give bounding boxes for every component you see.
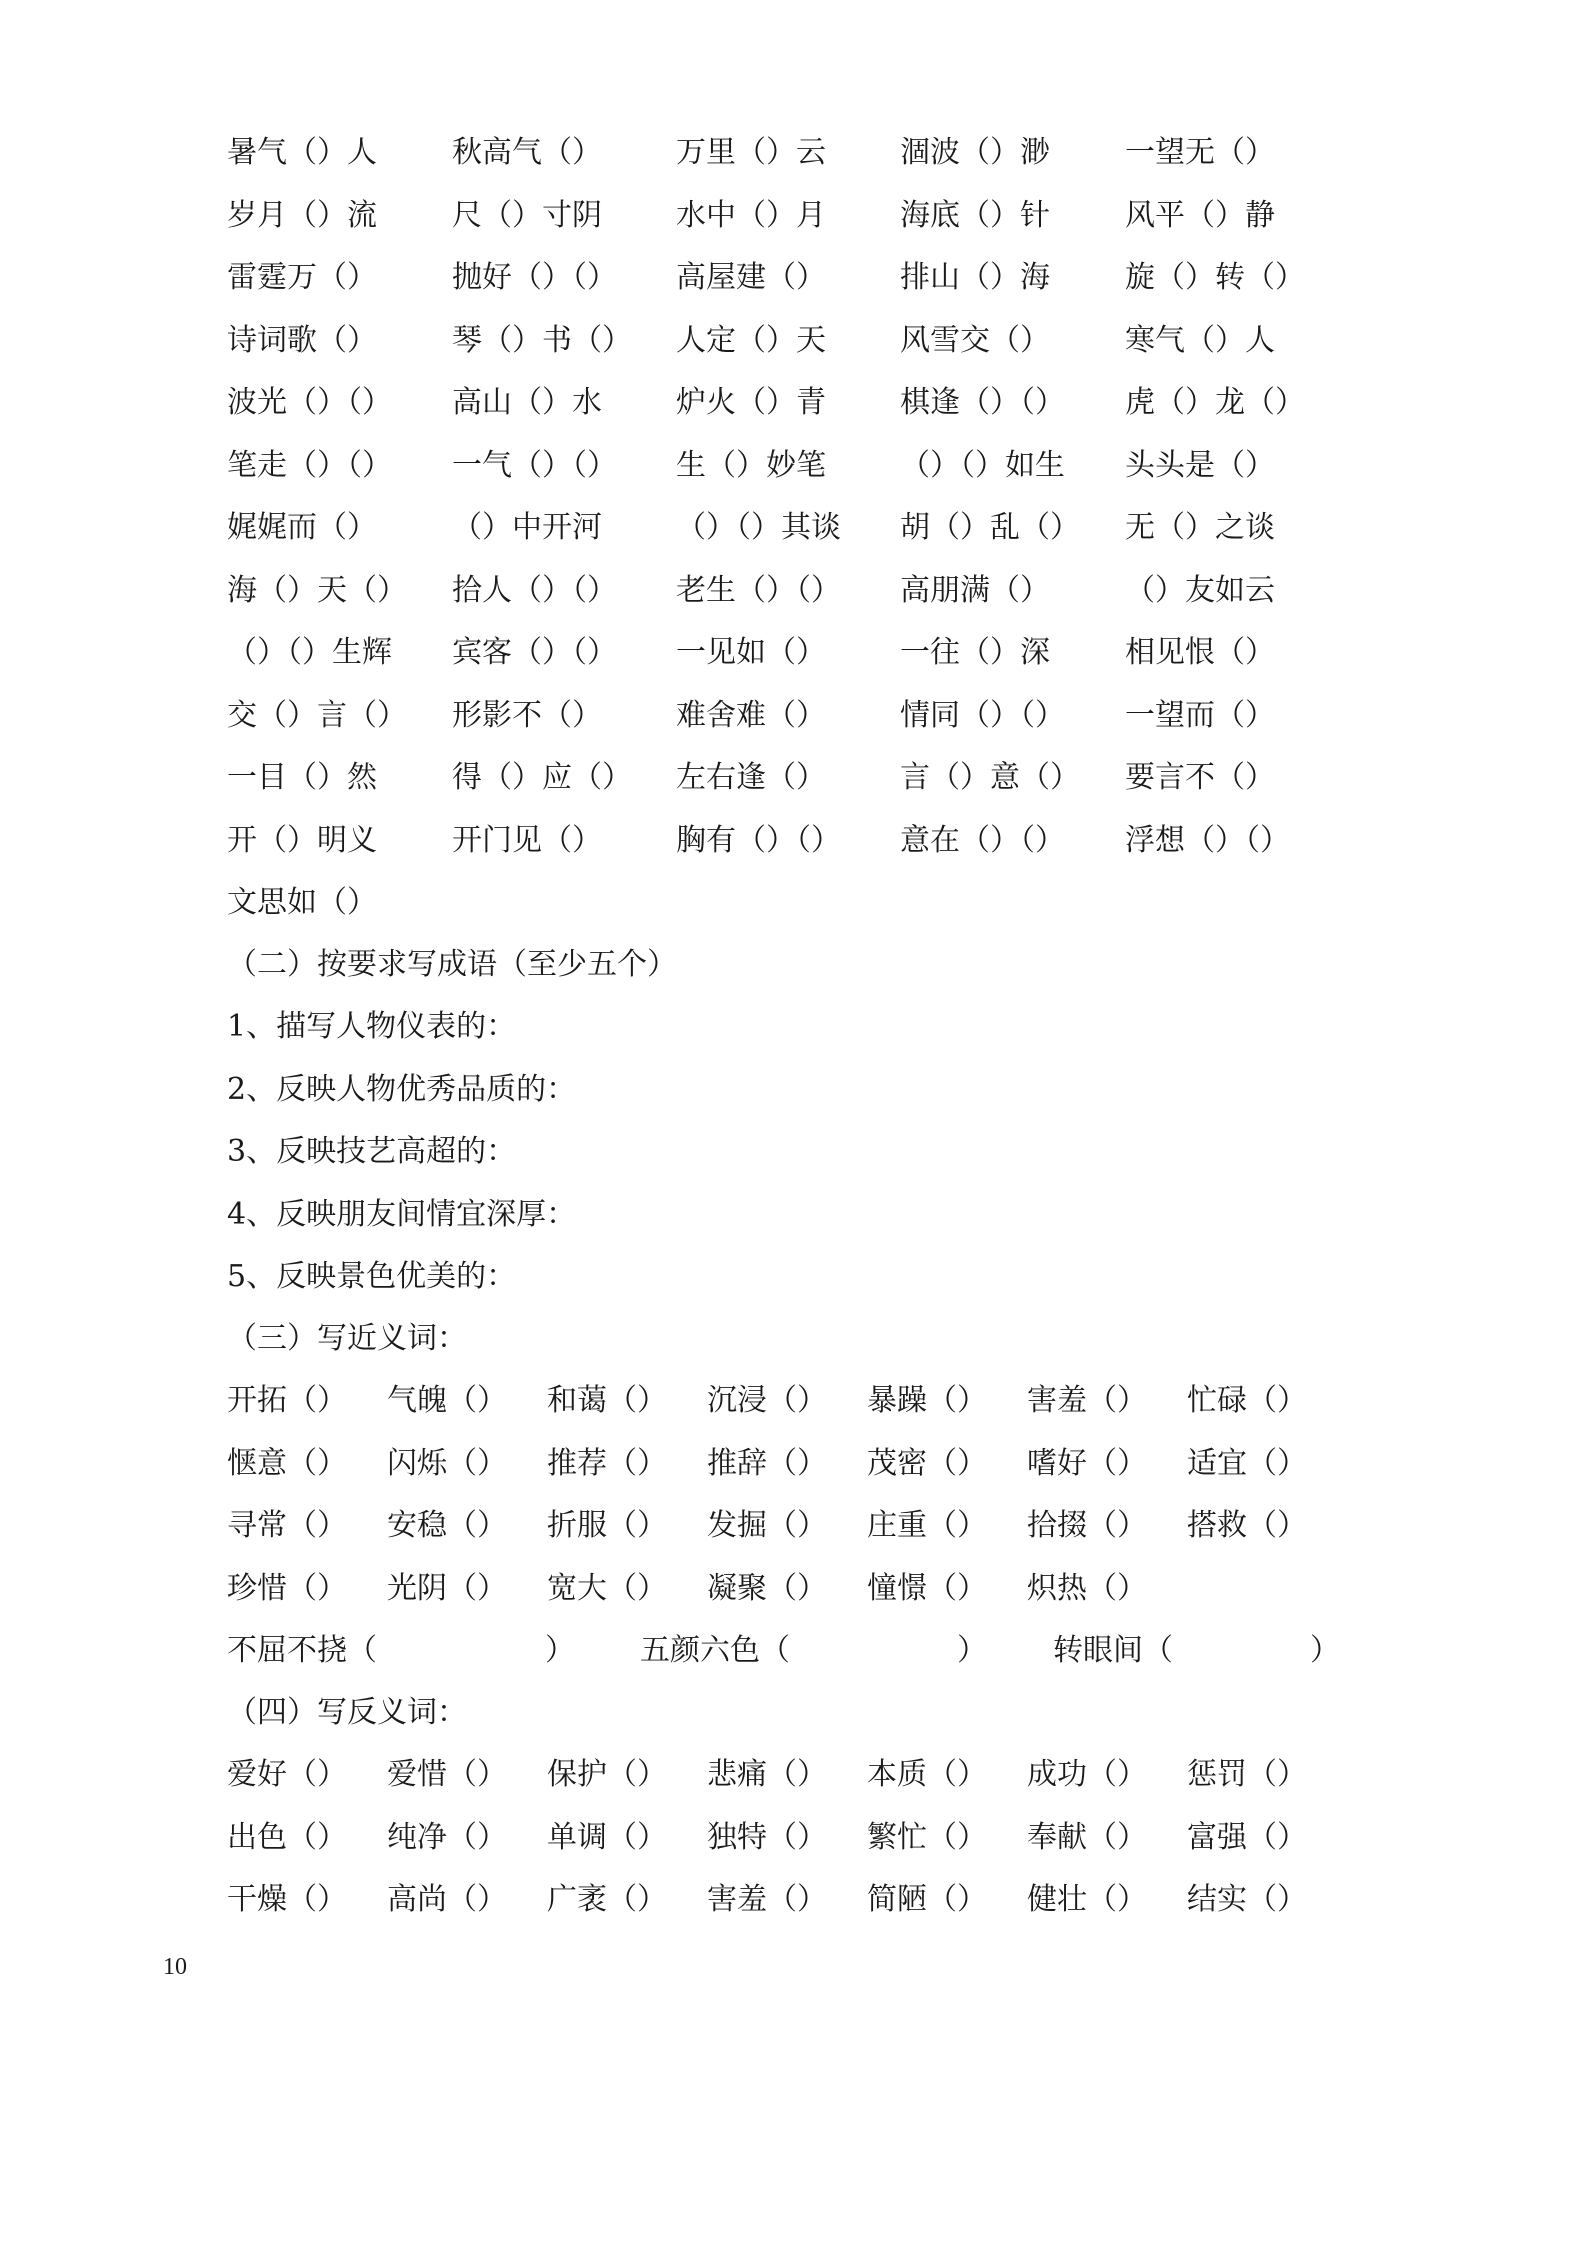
synonym-item: 寻常（） <box>227 1508 347 1543</box>
idiom-item: 一见如（） <box>676 635 826 670</box>
synonym-item: 推辞（） <box>707 1445 827 1481</box>
antonym-item: 高尚（） <box>387 1882 507 1917</box>
antonym-item: 干燥（） <box>227 1882 347 1917</box>
synonym-item: 茂密（） <box>867 1445 987 1481</box>
idiom-item: 万里（）云 <box>676 135 826 170</box>
antonym-item: 本质（） <box>867 1757 987 1792</box>
idiom-row <box>0 696 1587 736</box>
idiom-item: 得（）应（） <box>452 760 632 795</box>
idiom-row <box>0 383 1587 423</box>
idiom-item: 寒气（）人 <box>1125 322 1275 358</box>
idiom-row <box>0 258 1587 298</box>
synonym-item: 发掘（） <box>707 1508 827 1543</box>
antonym-item: 出色（） <box>227 1819 347 1855</box>
synonym-item: 搭救（） <box>1187 1508 1307 1543</box>
long-item-word: 转眼间（ <box>1053 1633 1173 1668</box>
idiom-item: 诗词歌（） <box>227 322 377 358</box>
idiom-item: 情同（）（） <box>900 697 1065 733</box>
section4-heading: （四）写反义词： <box>227 1695 467 1730</box>
idiom-item: （）（）生辉 <box>227 635 392 670</box>
synonym-item: 气魄（） <box>387 1383 507 1418</box>
antonym-row <box>0 1755 1587 1795</box>
antonym-item: 成功（） <box>1027 1757 1147 1792</box>
idiom-row <box>0 133 1587 173</box>
section2-item-1: 1、描写人物仪表的： <box>227 1009 517 1044</box>
idiom-item: 风平（）静 <box>1125 197 1275 233</box>
idiom-item: 相见恨（） <box>1125 635 1275 670</box>
synonym-row <box>0 1444 1587 1484</box>
section2-item-4: 4、反映朋友间情宜深厚： <box>227 1197 577 1232</box>
idiom-item: 尺（）寸阴 <box>452 197 602 233</box>
idiom-item: 高山（）水 <box>452 385 602 420</box>
long-item-close: ） <box>545 1633 575 1668</box>
idiom-item: 高屋建（） <box>676 260 826 295</box>
idiom-row <box>0 446 1587 486</box>
synonym-item: 嗜好（） <box>1027 1445 1147 1481</box>
section3-heading: （三）写近义词： <box>227 1321 467 1356</box>
section2-item-2: 2、反映人物优秀品质的： <box>227 1072 577 1107</box>
idiom-item: 一望而（） <box>1125 697 1275 733</box>
idiom-item: 难舍难（） <box>676 697 826 733</box>
idiom-item: 炉火（）青 <box>676 385 826 420</box>
idiom-item: 宾客（）（） <box>452 635 617 670</box>
synonym-item: 安稳（） <box>387 1508 507 1543</box>
antonym-item: 奉献（） <box>1027 1819 1147 1855</box>
idiom-item: 风雪交（） <box>900 322 1050 358</box>
idiom-row <box>0 321 1587 361</box>
antonym-item: 爱惜（） <box>387 1757 507 1792</box>
long-item-word: 不屈不挠（ <box>227 1633 377 1668</box>
idiom-item: 海（）天（） <box>227 572 407 608</box>
synonym-item: 珍惜（） <box>227 1570 347 1606</box>
section2-item-5: 5、反映景色优美的： <box>227 1259 517 1294</box>
antonym-item: 单调（） <box>547 1819 667 1855</box>
idiom-item: 棋逢（）（） <box>900 385 1065 420</box>
idiom-last-item: 文思如（） <box>227 885 377 920</box>
synonym-item: 开拓（） <box>227 1383 347 1418</box>
idiom-item: 头头是（） <box>1125 447 1275 483</box>
antonym-item: 健壮（） <box>1027 1882 1147 1917</box>
idiom-row <box>0 196 1587 236</box>
idiom-item: 无（）之谈 <box>1125 510 1275 545</box>
idiom-item: 岁月（）流 <box>227 197 377 233</box>
synonym-item: 憧憬（） <box>867 1570 987 1606</box>
synonym-item: 炽热（） <box>1027 1570 1147 1606</box>
idiom-row <box>0 508 1587 548</box>
antonym-item: 结实（） <box>1187 1882 1307 1917</box>
idiom-item: （）（）其谈 <box>676 510 841 545</box>
idiom-item: 拾人（）（） <box>452 572 617 608</box>
synonym-item: 光阴（） <box>387 1570 507 1606</box>
idiom-item: （）（）如生 <box>900 447 1065 483</box>
idiom-item: 一往（）深 <box>900 635 1050 670</box>
synonym-row <box>0 1381 1587 1421</box>
idiom-item: 要言不（） <box>1125 760 1275 795</box>
idiom-item: 琴（）书（） <box>452 322 632 358</box>
synonym-item: 暴躁（） <box>867 1383 987 1418</box>
synonym-item: 适宜（） <box>1187 1445 1307 1481</box>
idiom-item: 胸有（）（） <box>676 822 841 858</box>
idiom-item: 水中（）月 <box>676 197 826 233</box>
idiom-item: 旋（）转（） <box>1125 260 1305 295</box>
idiom-row <box>0 758 1587 798</box>
idiom-item: 左右逢（） <box>676 760 826 795</box>
idiom-item: 开（）明义 <box>227 822 377 858</box>
idiom-item: 虎（）龙（） <box>1125 385 1305 420</box>
synonym-row <box>0 1506 1587 1546</box>
antonym-item: 保护（） <box>547 1757 667 1792</box>
antonym-item: 广袤（） <box>547 1882 667 1917</box>
synonym-item: 害羞（） <box>1027 1383 1147 1418</box>
idiom-item: 娓娓而（） <box>227 510 377 545</box>
idiom-item: （）友如云 <box>1125 572 1275 608</box>
idiom-item: 一气（）（） <box>452 447 617 483</box>
synonym-item: 沉浸（） <box>707 1383 827 1418</box>
synonym-item: 拾掇（） <box>1027 1508 1147 1543</box>
idiom-row <box>0 571 1587 611</box>
idiom-row <box>0 821 1587 861</box>
idiom-item: 海底（）针 <box>900 197 1050 233</box>
idiom-item: 涸波（）渺 <box>900 135 1050 170</box>
idiom-item: 人定（）天 <box>676 322 826 358</box>
antonym-item: 害羞（） <box>707 1882 827 1917</box>
synonym-item: 惬意（） <box>227 1445 347 1481</box>
long-item-close: ） <box>1310 1633 1340 1668</box>
antonym-item: 简陋（） <box>867 1882 987 1917</box>
idiom-item: 雷霆万（） <box>227 260 377 295</box>
antonym-row <box>0 1818 1587 1858</box>
synonym-item: 庄重（） <box>867 1508 987 1543</box>
idiom-item: 高朋满（） <box>900 572 1050 608</box>
idiom-item: 交（）言（） <box>227 697 407 733</box>
idiom-item: 波光（）（） <box>227 385 392 420</box>
idiom-item: 笔走（）（） <box>227 447 392 483</box>
idiom-item: 形影不（） <box>452 697 602 733</box>
synonym-item: 宽大（） <box>547 1570 667 1606</box>
long-item-close: ） <box>957 1633 987 1668</box>
synonym-item: 和蔼（） <box>547 1383 667 1418</box>
synonym-item: 凝聚（） <box>707 1570 827 1606</box>
synonym-row <box>0 1569 1587 1609</box>
section2-item-3: 3、反映技艺高超的： <box>227 1134 517 1169</box>
antonym-item: 惩罚（） <box>1187 1757 1307 1792</box>
idiom-item: 意在（）（） <box>900 822 1065 858</box>
idiom-item: 暑气（）人 <box>227 135 377 170</box>
idiom-item: 抛好（）（） <box>452 260 617 295</box>
long-item-word: 五颜六色（ <box>640 1633 790 1668</box>
antonym-item: 纯净（） <box>387 1819 507 1855</box>
antonym-item: 繁忙（） <box>867 1819 987 1855</box>
section2-heading: （二）按要求写成语（至少五个） <box>227 947 677 982</box>
idiom-item: 老生（）（） <box>676 572 841 608</box>
idiom-item: 开门见（） <box>452 822 602 858</box>
antonym-item: 富强（） <box>1187 1819 1307 1855</box>
antonym-item: 悲痛（） <box>707 1757 827 1792</box>
synonym-item: 闪烁（） <box>387 1445 507 1481</box>
idiom-item: 言（）意（） <box>900 760 1080 795</box>
synonym-item: 忙碌（） <box>1187 1383 1307 1418</box>
antonym-row <box>0 1880 1587 1920</box>
synonym-item: 推荐（） <box>547 1445 667 1481</box>
idiom-item: 排山（）海 <box>900 260 1050 295</box>
idiom-item: （）中开河 <box>452 510 602 545</box>
idiom-item: 秋高气（） <box>452 135 602 170</box>
synonym-item: 折服（） <box>547 1508 667 1543</box>
idiom-item: 胡（）乱（） <box>900 510 1080 545</box>
idiom-item: 一目（）然 <box>227 760 377 795</box>
antonym-item: 爱好（） <box>227 1757 347 1792</box>
idiom-item: 一望无（） <box>1125 135 1275 170</box>
page-number: 10 <box>163 1954 187 1980</box>
idiom-item: 生（）妙笔 <box>676 447 826 483</box>
antonym-item: 独特（） <box>707 1819 827 1855</box>
idiom-item: 浮想（）（） <box>1125 822 1290 858</box>
idiom-row <box>0 633 1587 673</box>
